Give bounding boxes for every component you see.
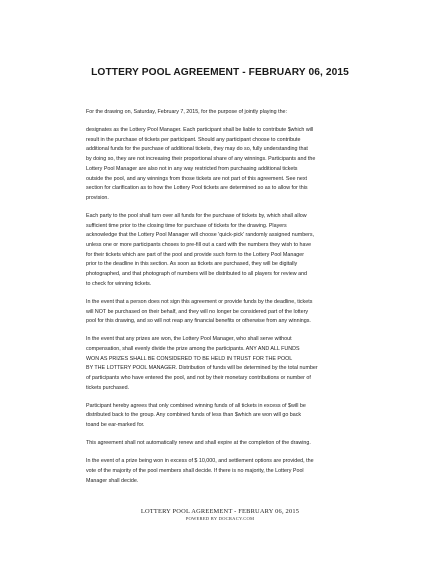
text-line: additional funds for the purchase of additional tickets, they may do so, fully understanding that bbox=[86, 146, 308, 153]
text-line: Participant hereby agrees that only combined winning funds of all tickets in excess of $will be bbox=[86, 402, 306, 409]
text-line: In the event that a person does not sign this agreement or provide funds by the deadline, tickets bbox=[86, 298, 313, 305]
page-footer bbox=[0, 508, 440, 521]
text-line: provision. bbox=[86, 194, 109, 201]
document-body bbox=[86, 108, 362, 495]
document-title: LOTTERY POOL AGREEMENT - FEBRUARY 06, 2015 bbox=[91, 67, 349, 78]
text-line: section for clarification as to how the Lottery Pool tickets are determined so as to allow for this bbox=[86, 185, 308, 192]
text-line: acknowledge that the Lottery Pool Manager will choose 'quick-pick' randomly assigned numbers, bbox=[86, 232, 315, 239]
paragraph-prizes bbox=[86, 335, 362, 393]
footer-title: LOTTERY POOL AGREEMENT - FEBRUARY 06, 2015 bbox=[140, 508, 300, 515]
paragraph-settlement bbox=[86, 457, 362, 486]
text-line: toand be ear-marked for. bbox=[86, 422, 145, 429]
text-line: WON AS PRIZES SHALL BE CONSIDERED TO BE HELD IN TRUST FOR THE POOL bbox=[86, 355, 293, 362]
text-line: of participants who have entered the pool, and not by their monetary contributions or number of bbox=[86, 375, 311, 382]
text-line: by doing so, they are not increasing their proportional share of any winnings. Participants and the bbox=[86, 156, 316, 163]
powered-by-text: POWERED BY DOCRACY.COM bbox=[185, 516, 255, 521]
text-line: to check for winning tickets. bbox=[86, 280, 152, 287]
text-line: BY THE LOTTERY POOL MANAGER. Distribution of funds will be determined by the total number bbox=[86, 365, 318, 372]
text-line: result in the purchase of tickets per participant. Should any participant choose to contribute bbox=[86, 136, 301, 143]
text-line: tickets purchased. bbox=[86, 384, 130, 391]
text-line: Manager shall decide. bbox=[86, 477, 139, 484]
text-line: for their tickets which are part of the pool and provide such form to the Lottery Pool Manager bbox=[86, 251, 305, 258]
paragraph-distribution bbox=[86, 402, 362, 431]
text-line: photographed, and that photograph of numbers will be distributed to all players for review and bbox=[86, 271, 308, 278]
paragraph-deadline bbox=[86, 298, 362, 327]
text-line: will NOT be purchased on their behalf, and they will no longer be considered part of the lottery bbox=[86, 308, 309, 315]
text-line: In the event of a prize being won in excess of $ 10,000, and settlement options are provided, the bbox=[86, 458, 314, 465]
text-line: prior to the deadline in this section. As soon as tickets are purchased, they will be digitally bbox=[86, 261, 298, 268]
text-line: vote of the majority of the pool members shall decide. If there is no majority, the Lottery Pool bbox=[86, 467, 304, 474]
text-line: pool for this drawing, and so will not reap any financial benefits or otherwise from any winnings. bbox=[86, 318, 311, 325]
text-line: Lottery Pool Manager are also not in any way restricted from purchasing additional tickets bbox=[86, 165, 298, 172]
text-line: In the event that any prizes are won, the Lottery Pool Manager, who shall serve without bbox=[86, 336, 292, 343]
text-line: compensation, shall evenly divide the prize among the participants. ANY AND ALL FUNDS bbox=[86, 345, 300, 352]
paragraph-manager bbox=[86, 126, 362, 204]
text-line: Each party to the pool shall turn over all funds for the purchase of tickets by, which shall allow bbox=[86, 212, 307, 219]
text-line: distributed back to the group. Any combined funds of less than $which are won will go back bbox=[86, 412, 302, 419]
text-line: sufficient time prior to the closing time for purchase of tickets for the drawing. Players bbox=[86, 222, 287, 229]
text-line: unless one or more participants choses to pre-fill out a card with the numbers they wish to have bbox=[86, 242, 312, 249]
intro-paragraph: For the drawing on, Saturday, February 7, 2015, for the purpose of jointly playing the: bbox=[86, 109, 288, 115]
text-line: designates as the Lottery Pool Manager. Each participant shall be liable to contribute $which will bbox=[86, 127, 314, 133]
paragraph-funds bbox=[86, 212, 362, 290]
text-line: outside the pool, and any winnings from those tickets are not part of this agreement. See next bbox=[86, 175, 308, 182]
paragraph-expiry: This agreement shall not automatically renew and shall expire at the completion of the drawing. bbox=[86, 440, 311, 447]
